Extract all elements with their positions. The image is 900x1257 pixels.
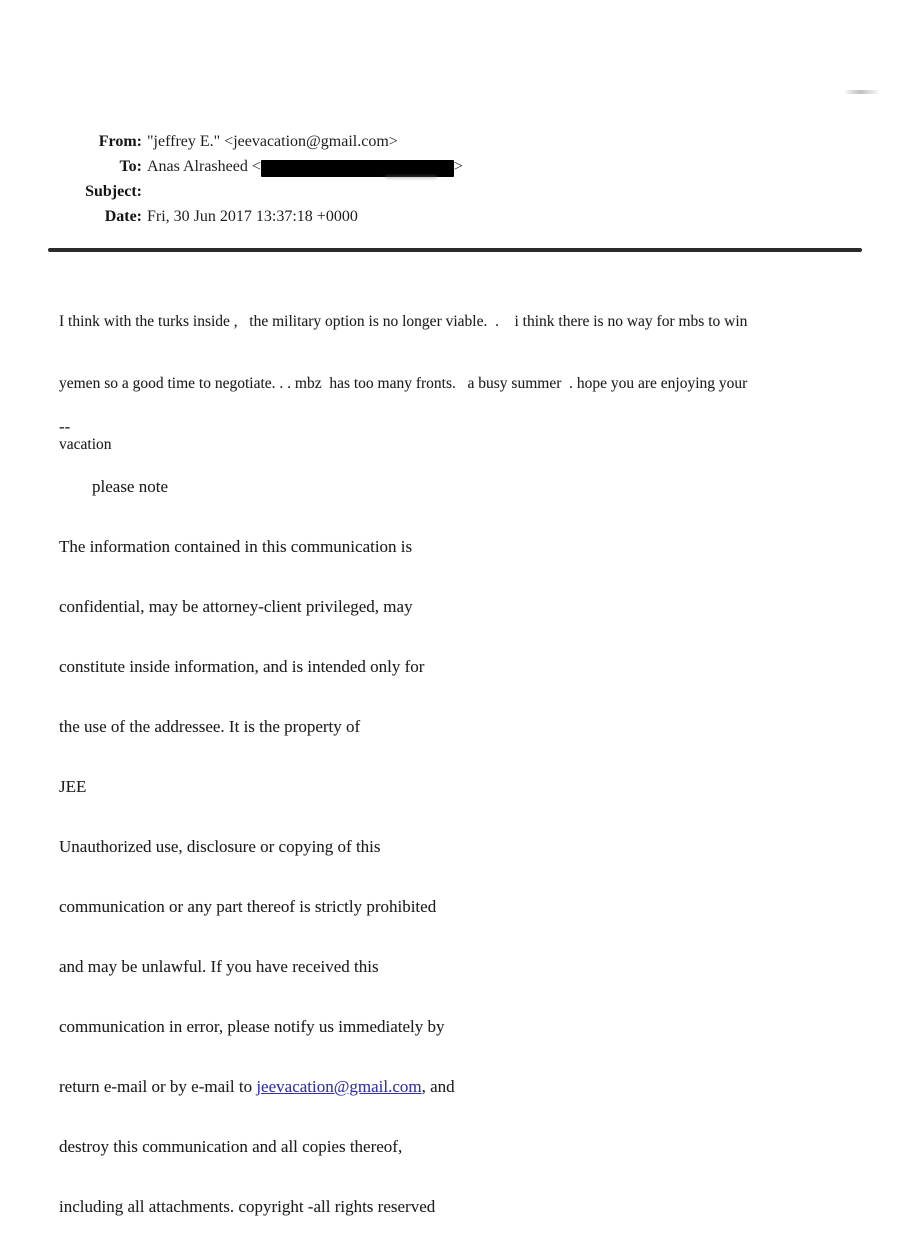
- header-row-subject: [58, 179, 463, 204]
- signature-line: including all attachments. copyright -all rights reserved: [59, 1197, 436, 1216]
- signature-note: please note: [92, 477, 168, 496]
- signature-line: JEE: [59, 777, 87, 796]
- to-label: To:: [119, 158, 142, 175]
- signature-line: The information contained in this communication is: [59, 537, 413, 556]
- body-line: I think with the turks inside , the military option is no longer viable. . i think there is no way for mbs to win: [59, 313, 748, 330]
- signature-line: communication or any part thereof is strictly prohibited: [59, 897, 437, 916]
- date-value: Fri, 30 Jun 2017 13:37:18 +0000: [147, 208, 358, 225]
- signature-block: [59, 377, 455, 1257]
- signature-line: Unauthorized use, disclosure or copying of this: [59, 837, 381, 856]
- body-line: yemen so a good time to negotiate. . . mbz has too many fronts. a busy summer . hope you are enjoying your: [59, 374, 748, 392]
- signature-divider-dashes: --: [59, 417, 71, 436]
- header-divider-rule: [48, 248, 862, 252]
- from-value: "jeffrey E." <jeevacation@gmail.com>: [147, 133, 398, 150]
- body-line: vacation: [59, 436, 112, 453]
- signature-line: the use of the addressee. It is the property of: [59, 717, 361, 736]
- signature-line: and may be unlawful. If you have received this: [59, 957, 379, 976]
- to-value-prefix: Anas Alrasheed <: [147, 158, 261, 175]
- to-value-suffix: >: [453, 158, 463, 175]
- header-row-from: [58, 129, 463, 154]
- signature-line: destroy this communication and all copies thereof,: [59, 1137, 403, 1156]
- signature-line: communication in error, please notify us immediately by: [59, 1017, 445, 1036]
- redaction-ink-remnant: [385, 175, 437, 179]
- signature-line: constitute inside information, and is intended only for: [59, 657, 425, 676]
- signature-link-line: [59, 1077, 455, 1097]
- link-line-suffix: , and: [421, 1077, 455, 1096]
- signature-line: confidential, may be attorney-client privileged, may: [59, 597, 413, 616]
- subject-label: Subject:: [85, 183, 142, 200]
- email-address-link[interactable]: jeevacation@gmail.com: [256, 1077, 422, 1096]
- from-label: From:: [98, 133, 142, 150]
- header-row-date: [58, 204, 463, 229]
- scan-artifact-mark: [845, 90, 879, 94]
- email-header: [58, 129, 463, 229]
- link-line-prefix: return e-mail or by e-mail to: [59, 1077, 257, 1096]
- date-label: Date:: [104, 208, 142, 225]
